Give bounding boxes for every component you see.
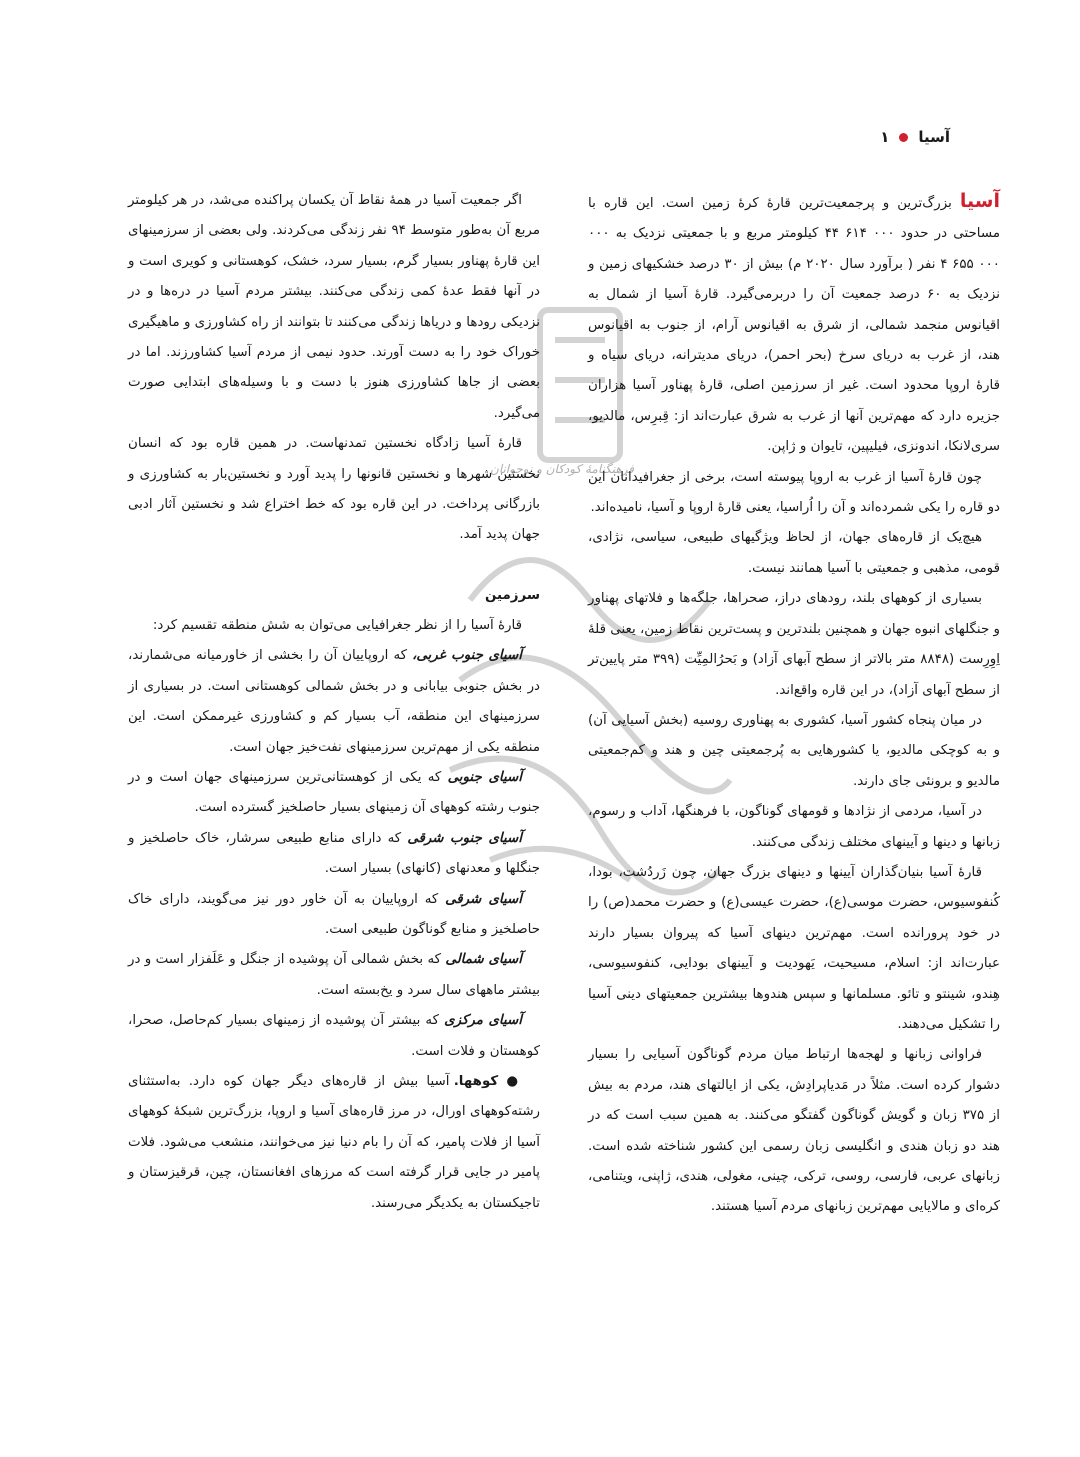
intro-paragraph: آسیا بزرگ‌ترین و پرجمعیت‌ترین قارهٔ کرهٔ زمین است. این قاره با مساحتی در حدود ۰۰۰ ۶۱۴ ۴۴ کیلومتر مربع و با جمعیتی نزدیک به ۰۰۰ ۰۰۰ ۶۵۵ ۴ نفر ( برآورد سال ۲۰۲۰ م) بیش از ۳۰ درصد خشکیهای زمین و نزدیک به ۶۰ درصد جمعیت آن را دربرمی‌گیرد. قارهٔ آسیا از شمال به اقیانوس منجمد شمالی، از شرق به اقیانوس آرام، از جنوب به اقیانوس هند، از غرب به دریای سرخ (بحر احمر)، دریای مدیترانه، دریای سیاه و قارهٔ اروپا محدود است. غیر از سرزمین اصلی، قارهٔ پهناور آسیا هزاران جزیره دارد که مهم‌ترین آنها از غرب به شرق عبارت‌اند از: قِبرِس، مالدیو، سری‌لانکا، اندونزی، فیلیپین، تایوان و ژاپن. [588,190,1000,455]
page-header [130,124,950,150]
region-paragraph: آسیای جنوبی که یکی از کوهستانی‌ترین سرزمینهای جهان است و در جنوب رشته کوههای آن زمینهای بسیار حاصلخیز گسترده است. [128,769,540,816]
watermark-text: فرهنگنامهٔ کودکان و نوجوانان [490,462,635,476]
paragraph: قارهٔ آسیا زادگاه نخستین تمدنهاست. در همین قاره بود که انسان نخستین شهرها و نخستین قانونها را پدید آورد و نخستین‌بار به کشاورزی و بازرگانی پرداخت. در این قاره بود که خط اختراع شد و نخستین آثار ادبی جهان پدید آمد. [128,436,540,543]
mountains-paragraph: ● کوهها. آسیا بیش از قاره‌های دیگر جهان کوه دارد. به‌استثنای رشته‌کوههای اورال، در مرز قاره‌های آسیا و اروپا، بزرگ‌ترین شبکهٔ کوههای آسیا از فلات پامیر، که آن را بام دنیا نیز می‌خوانند، منشعب می‌شود. فلات پامیر در جایی قرار گرفته است که مرزهای افغانستان، چین، قرقیزستان و تاجیکستان به یکدیگر می‌رسند. [128,1073,540,1211]
region-name: آسیای شرقی [445,891,522,907]
region-paragraph: آسیای جنوب شرقی که دارای منابع طبیعی سرشار، خاک حاصلخیز و جنگلها و معدنهای (کانهای) بسیار است. [128,830,540,877]
paragraph: قارهٔ آسیا بنیان‌گذاران آیینها و دینهای بزرگ جهان، چون زَردُشت، بودا، کُنفوسیوس، حضرت موسی(ع)، حضرت عیسی(ع) و حضرت محمد(ص) را در خود پرورانده است. مهم‌ترین دینهای آسیا که پیروان بسیار دارند عبارت‌اند از: اسلام، مسیحیت، یَهودیت و آیینهای بودایی، کنفوسیوسی، هِندو، شینتو و تائو. مسلمانها و سپس هندوها بیشترین جمعیتهای دینی آسیا را تشکیل می‌دهند. [588,864,1000,1032]
bullet-dot-icon [899,133,908,142]
paragraph: در میان پنجاه کشور آسیا، کشوری به پهناوری روسیه (بخش آسیایی آن) و به کوچکی مالدیو، یا کشورهایی به پُرجمعیتی چین و هند و کم‌جمعیتی مالدیو و برونئی جای دارند. [588,712,1000,789]
region-paragraph: آسیای شمالی که بخش شمالی آن پوشیده از جنگل و عَلَفزار است و در بیشتر ماههای سال سرد و یخ‌بسته است. [128,952,540,998]
paragraph: فراوانی زبانها و لهجه‌ها ارتباط میان مردم گوناگون آسیایی را بسیار دشوار کرده است. مثلاً در مَدیاپرادِش، یکی از ایالتهای هند، مردم به بیش از ۳۷۵ زبان و گویش گوناگون گفتگو می‌کنند. به همین سبب است که در هند دو زبان هندی و انگلیسی زبان رسمی این کشور شناخته شده است. زبانهای عربی، فارسی، روسی، ترکی، چینی، مغولی، هندی، ژاپنی، ویتنامی، کره‌ای و مالایایی مهم‌ترین زبانهای مردم آسیا هستند. [588,1047,1000,1215]
region-name: آسیای جنوب غربی، [412,648,522,664]
section-title: سرزمین [484,587,540,603]
page-number: ۱ [880,128,890,146]
mountains-title: کوهها. [453,1073,499,1089]
region-name: آسیای مرکزی [444,1013,522,1029]
region-name: آسیای جنوبی [447,769,522,785]
left-column [128,186,540,1219]
paragraph: هیچ‌یک از قاره‌های جهان، از لحاظ ویژگیهای طبیعی، سیاسی، نژادی، قومی، مذهبی و جمعیتی با آسیا همانند نیست. [588,530,1000,576]
header-title: آسیا [918,128,950,146]
region-paragraph: آسیای مرکزی که بیشتر آن پوشیده از زمینهای بسیار کم‌حاصل، صحرا، کوهستان و فلات است. [128,1013,540,1059]
region-name: آسیای شمالی [445,952,522,968]
region-name: آسیای جنوب شرقی [407,830,522,846]
paragraph: اگر جمعیت آسیا در همهٔ نقاط آن یکسان پراکنده می‌شد، در هر کیلومتر مربع آن به‌طور متوسط ۹۴ نفر زندگی می‌کردند. ولی بعضی از سرزمینهای این قارهٔ پهناور بسیار گرم، بسیار سرد، خشک، کوهستانی و کویری است و در آنها فقط عدهٔ کمی زندگی می‌کنند. بیشتر مردم آسیا در دره‌ها و در نزدیکی رودها و دریاها زندگی می‌کنند تا بتوانند از راه کشاورزی و ماهیگیری خوراک خود را به دست آورند. حدود نیمی از مردم آسیا کشاورزند. اما در بعضی از جاها کشاورزی هنوز با دست و با وسیله‌های ابتدایی صورت می‌گیرد. [128,193,540,421]
region-paragraph: آسیای جنوب غربی، که اروپاییان آن را بخشی از خاورمیانه می‌شمارند، در بخش جنوبی بیابانی و در بخش شمالی کوهستانی است. در بسیاری از سرزمینهای این منطقه، آب بسیار کم و کشاورزی غیرممکن است. این منطقه یکی از مهم‌ترین سرزمینهای نفت‌خیز جهان است. [128,648,540,755]
paragraph: در آسیا، مردمی از نژادها و قومهای گوناگون، با فرهنگها، آداب و رسوم، زبانها و دینها و آیینهای مختلف زندگی می‌کنند. [588,804,1000,850]
bullet-icon: ● [506,1073,522,1089]
region-paragraph: آسیای شرقی که اروپاییان به آن خاور دور نیز می‌گویند، دارای خاک حاصلخیز و منابع گوناگون طبیعی است. [128,891,540,937]
right-column [588,186,1000,1223]
paragraph: قارهٔ آسیا را از نظر جغرافیایی می‌توان به شش منطقه تقسیم کرد: [152,617,522,633]
paragraph: چون قارهٔ آسیا از غرب به اروپا پیوسته است، برخی از جغرافیدانان این دو قاره را یکی شمرده‌اند و آن را اُراسیا، یعنی قارهٔ اروپا و آسیا، نامیده‌اند. [588,469,1000,516]
paragraph: بسیاری از کوههای بلند، رودهای دراز، صحراها، جلگه‌ها و فلاتهای پهناور و جنگلهای انبوه جهان و همچنین بلندترین و پست‌ترین نقاط زمین، یعنی قلهٔ اِوِرِست (۸۸۴۸ متر بالاتر از سطح آبهای آزاد) و بَحرُالمِیِّت (۳۹۹ متر پایین‌تر از سطح آبهای آزاد)، در این قاره واقع‌اند. [588,591,1000,698]
lead-word: آسیا [959,190,1000,212]
